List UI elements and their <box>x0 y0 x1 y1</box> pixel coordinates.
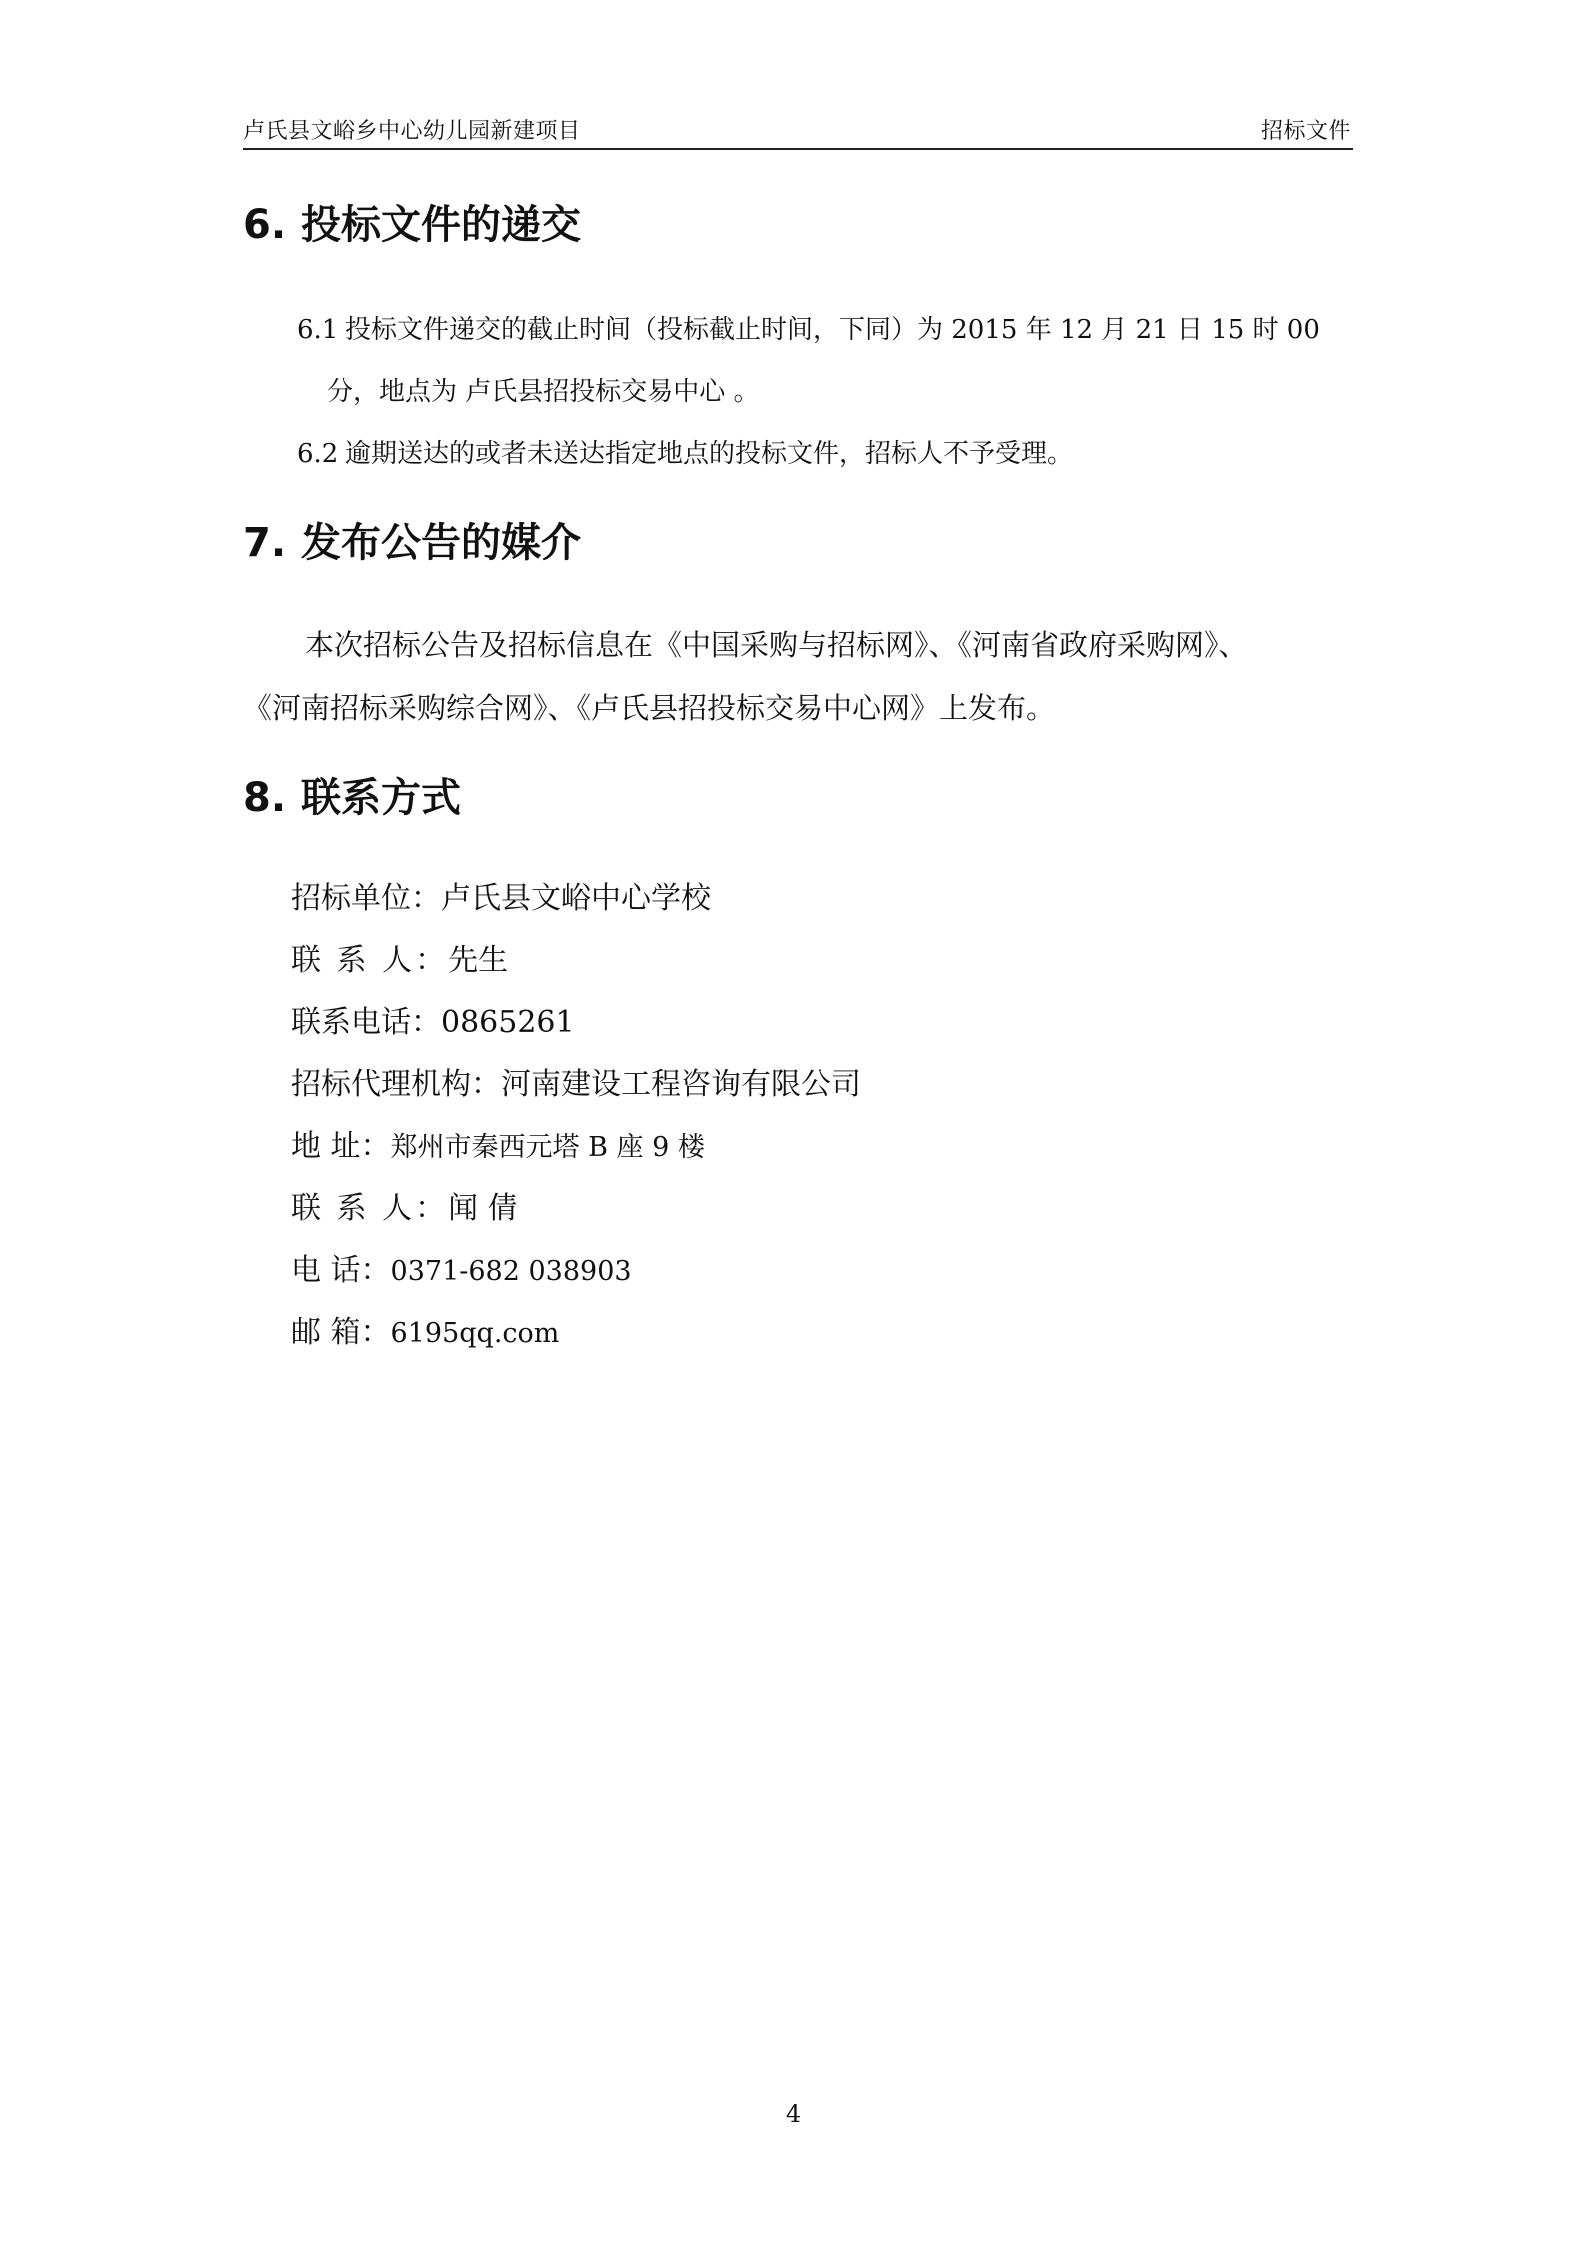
contact-email <box>291 1315 559 1352</box>
item-6-1-index: 6.1 <box>297 315 339 345</box>
contact-tender-unit <box>291 881 711 917</box>
section-7-heading <box>243 519 581 567</box>
item-6-1-text: 投标文件递交的截止时间（投标截止时间，下同）为 2015 年 12 月 21 日 15 时 00 <box>345 315 1320 345</box>
contact-value: 郑州市秦西元塔 B 座 9 楼 <box>390 1132 705 1163</box>
contact-value: 0371-682 038903 <box>390 1256 632 1287</box>
contact-value: 先生 <box>448 943 509 978</box>
contact-phone-1 <box>291 1005 575 1041</box>
section-7-para-line1: 本次招标公告及招标信息在《中国采购与招标网》、《河南省政府采购网》、 <box>305 628 1248 662</box>
contact-value: 6195qq.com <box>390 1318 560 1349</box>
contact-label: 招标单位： <box>291 881 441 916</box>
page-header <box>243 112 1353 150</box>
contact-value: 河南建设工程咨询有限公司 <box>501 1067 861 1102</box>
item-6-1-line2: 分，地点为 卢氏县招投标交易中心 。 <box>327 377 760 407</box>
section-8-heading <box>243 774 461 822</box>
section-8-title: 联系方式 <box>301 775 461 821</box>
contact-value: 0865261 <box>441 1005 575 1040</box>
contact-value: 闻 倩 <box>448 1191 518 1226</box>
contact-value: 卢氏县文峪中心学校 <box>441 881 711 916</box>
contact-person-2 <box>291 1191 518 1227</box>
contact-label: 地 址： <box>291 1129 391 1164</box>
section-7-number: 7. <box>243 520 287 566</box>
section-6-number: 6. <box>243 202 287 248</box>
contact-label: 联 系 人： <box>291 1191 449 1226</box>
section-7-title: 发布公告的媒介 <box>301 520 581 566</box>
header-project-title: 卢氏县文峪乡中心幼儿园新建项目 <box>243 119 581 144</box>
section-7-para-line2: 《河南招标采购综合网》、《卢氏县招投标交易中心网》上发布。 <box>243 691 1056 725</box>
contact-person-1 <box>291 943 508 979</box>
contact-label: 邮 箱： <box>291 1315 391 1350</box>
page-number: 4 <box>785 2100 802 2128</box>
section-6-heading <box>243 201 581 249</box>
item-6-2-index: 6.2 <box>297 439 339 469</box>
section-6-title: 投标文件的递交 <box>301 202 581 248</box>
contact-label: 招标代理机构： <box>291 1067 501 1102</box>
item-6-1-line1 <box>297 313 1320 347</box>
header-doc-type: 招标文件 <box>1260 119 1351 144</box>
item-6-2 <box>297 437 1073 471</box>
contact-label: 联 系 人： <box>291 943 449 978</box>
contact-label: 联系电话： <box>291 1005 441 1040</box>
section-8-number: 8. <box>243 775 287 821</box>
contact-label: 电 话： <box>291 1253 391 1288</box>
contact-address <box>291 1129 705 1166</box>
contact-agency <box>291 1067 861 1103</box>
contact-phone-2 <box>291 1253 632 1290</box>
item-6-2-text: 逾期送达的或者未送达指定地点的投标文件，招标人不予受理。 <box>345 439 1074 469</box>
